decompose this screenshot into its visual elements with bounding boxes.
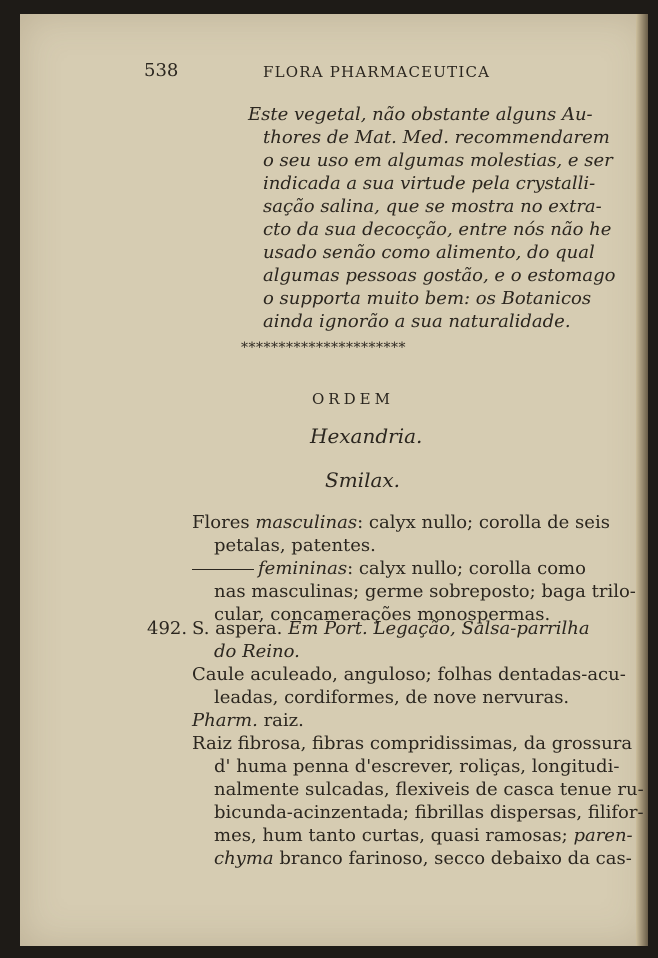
raiz-line-6 bbox=[214, 848, 632, 869]
femininas-term: femininas bbox=[258, 558, 348, 579]
paragraph-line: algumas pessoas gostão, e o estomago bbox=[263, 265, 616, 286]
paragraph-line: indicada a sua virtude pela crystalli- bbox=[263, 173, 596, 194]
raiz-text: mes, hum tanto curtas, quasi ramosas; bbox=[214, 825, 574, 846]
flores-label: Flores bbox=[192, 512, 256, 533]
species-name-line bbox=[192, 618, 590, 639]
parenchyma-term: paren- bbox=[573, 825, 633, 846]
paragraph-line: thores de Mat. Med. recommendarem bbox=[263, 127, 610, 148]
genus-heading: Smilax. bbox=[325, 468, 401, 492]
raiz-line: d' huma penna d'escrever, roliças, longitudi- bbox=[214, 756, 620, 777]
pharm-text: raiz. bbox=[257, 710, 304, 731]
paragraph-line: o seu uso em algumas molestias, e ser bbox=[263, 150, 613, 171]
paragraph-line: sação salina, que se mostra no extra- bbox=[263, 196, 602, 217]
species-number: 492. bbox=[147, 618, 188, 639]
paragraph-line: o supporta muito bem: os Botanicos bbox=[263, 288, 592, 309]
caule-line: Caule aculeado, anguloso; folhas dentadas-acu- bbox=[192, 664, 626, 685]
raiz-final-text: branco farinoso, secco debaixo da cas- bbox=[273, 848, 632, 869]
raiz-line: bicunda-acinzentada; fibrillas dispersas, filifor- bbox=[214, 802, 644, 823]
paragraph-line: Este vegetal, não obstante alguns Au- bbox=[248, 104, 593, 125]
masculinas-term: masculinas bbox=[255, 512, 358, 533]
flores-fem-line2: nas masculinas; germe sobreposto; baga trilo- bbox=[214, 581, 636, 602]
fem-text: : calyx nullo; corolla como bbox=[347, 558, 586, 579]
raiz-line: nalmente sulcadas, flexiveis de casca tenue ru- bbox=[214, 779, 644, 800]
flores-fem-line bbox=[192, 558, 586, 579]
running-title: FLORA PHARMACEUTICA bbox=[263, 63, 491, 81]
caule-line2: leadas, cordiformes, de nove nervuras. bbox=[214, 687, 570, 708]
paragraph-line: ainda ignorão a sua naturalidade. bbox=[263, 311, 571, 332]
common-names: Em Port. Legação, Salsa-parrilha bbox=[288, 618, 590, 639]
ditto-dash bbox=[192, 569, 254, 570]
species-name: S. aspera. bbox=[192, 618, 289, 639]
common-names-cont: do Reino. bbox=[214, 641, 300, 662]
paragraph-line: usado senão como alimento, do qual bbox=[263, 242, 595, 263]
parenchyma-term-cont: chyma bbox=[214, 848, 274, 869]
raiz-line-5 bbox=[214, 825, 633, 846]
masc-text: : calyx nullo; corolla de seis bbox=[357, 512, 610, 533]
asterisk-separator: ********************** bbox=[241, 340, 406, 356]
ordem-heading: ORDEM bbox=[312, 390, 394, 408]
raiz-line: Raiz fibrosa, fibras compridissimas, da grossura bbox=[192, 733, 633, 754]
flores-masc-line2: petalas, patentes. bbox=[214, 535, 376, 556]
pharm-line bbox=[192, 710, 304, 731]
page-number: 538 bbox=[144, 60, 179, 81]
pharm-label: Pharm. bbox=[192, 710, 258, 731]
flores-fem-line3: cular, concamerações monospermas. bbox=[214, 604, 551, 625]
flores-masc-line bbox=[192, 512, 610, 533]
paragraph-line: cto da sua decocção, entre nós não he bbox=[263, 219, 612, 240]
class-heading: Hexandria. bbox=[310, 424, 423, 448]
